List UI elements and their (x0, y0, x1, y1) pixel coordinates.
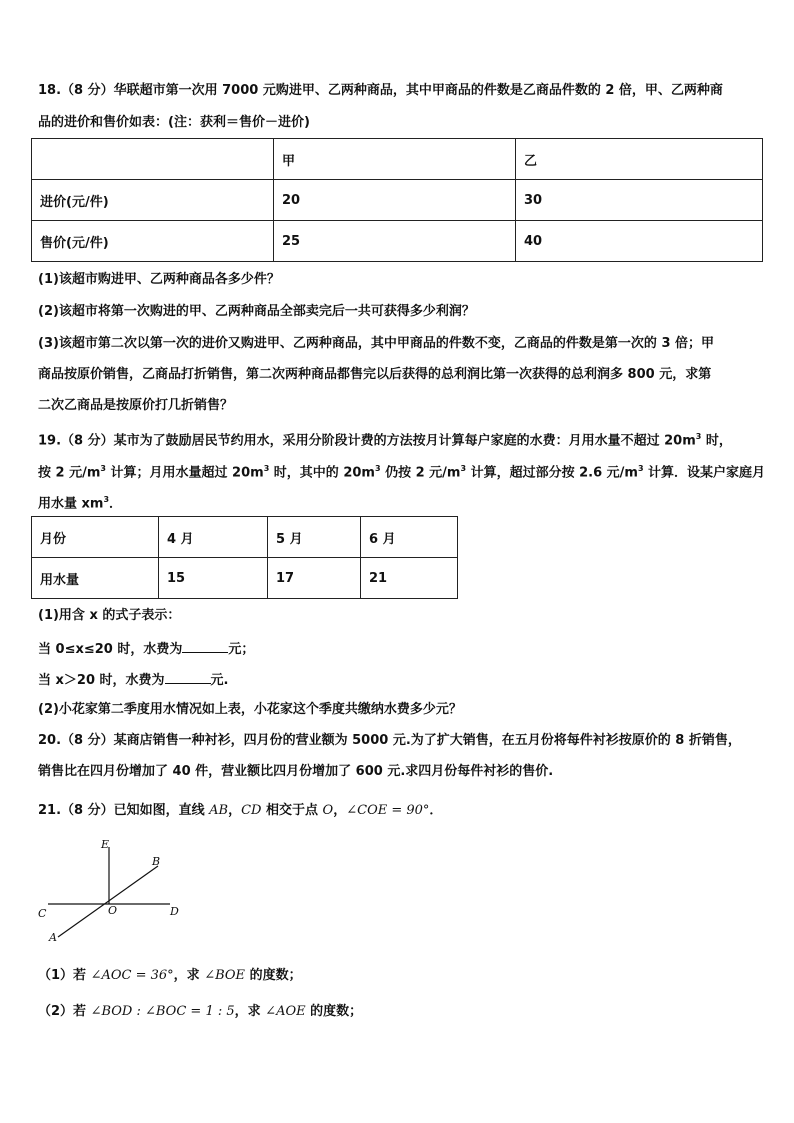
table-row (32, 221, 763, 262)
q19-part1: (1)用含 x 的式子表示： (38, 608, 181, 623)
line-ab (58, 866, 158, 937)
label-a: A (49, 931, 57, 944)
table-cell: 6 月 (361, 517, 458, 558)
q21-figure (30, 835, 200, 945)
table-cell (32, 139, 274, 180)
q19-text-line3: 用水量 $xm^3$． (38, 495, 123, 512)
table-row (32, 517, 458, 558)
q19-text-line1: 19.（8 分）某市为了鼓励居民节约用水，采用分阶段计费的方法按月计算每户家庭的水费：月用水量不超过 $20m^3$ 时， (38, 432, 732, 449)
label-b: B (152, 855, 161, 868)
q20-text-line1: 20.（8 分）某商店销售一种衬衫，四月份的营业额为 5000 元.为了扩大销售，在五月份将每件衬衫按原价的 8 折销售， (38, 733, 741, 748)
table-cell: 17 (268, 558, 361, 599)
q18-part3-line3: 二次乙商品是按原价打几折销售？ (38, 398, 234, 413)
q19-part2: (2)小花家第二季度用水情况如上表，小花家这个季度共缴纳水费多少元？ (38, 702, 462, 717)
q18-text-line2: 品的进价和售价如表：(注：获利＝售价－进价) (38, 115, 310, 130)
table-row (32, 558, 458, 599)
q19-text-line2: 按 2 元$/m^3$ 计算；月用水量超过 $20m^3$ 时，其中的 $20m^3$ 仍按 2 元$/m^3$ 计算，超过部分按 2.6 元$/m^3$ 计算．设某户家庭月 (38, 464, 766, 481)
label-d: D (170, 905, 179, 918)
q18-part3-line1: (3)该超市第二次以第一次的进价又购进甲、乙两种商品，其中甲商品的件数不变，乙商品的件数是第一次的 3 倍；甲 (38, 336, 715, 351)
q18-price-table (31, 138, 763, 262)
table-row (32, 180, 763, 221)
q18-part2: (2)该超市将第一次购进的甲、乙两种商品全部卖完后一共可获得多少利润？ (38, 304, 475, 319)
table-cell: 25 (274, 221, 516, 262)
label-o: O (108, 904, 118, 917)
q19-part1a: 当 0≤x≤20 时，水费为 元； (38, 638, 254, 660)
table-cell: 用水量 (32, 558, 159, 599)
table-cell: 乙 (516, 139, 763, 180)
q18-part1: (1)该超市购进甲、乙两种商品各多少件？ (38, 272, 280, 287)
table-cell: 21 (361, 558, 458, 599)
q19-part1b: 当 x＞20 时，水费为 元. (38, 669, 228, 691)
table-cell: 5 月 (268, 517, 361, 558)
label-c: C (38, 907, 47, 920)
q18-text-line1: 18.（8 分）华联超市第一次用 7000 元购进甲、乙两种商品，其中甲商品的件数是乙商品件数的 2 倍，甲、乙两种商 (38, 83, 723, 98)
table-cell: 月份 (32, 517, 159, 558)
q21-text: 21.（8 分）已知如图，直线 AB，CD 相交于点 O，∠COE = 90°． (38, 803, 443, 818)
table-row (32, 139, 763, 180)
q21-part1: （1）若 ∠AOC = 36°，求 ∠BOE 的度数； (38, 968, 302, 983)
q19-water-table (31, 516, 458, 599)
table-cell: 进价(元/件) (32, 180, 274, 221)
table-cell: 40 (516, 221, 763, 262)
label-e: E (101, 838, 110, 851)
table-cell: 20 (274, 180, 516, 221)
table-cell: 4 月 (159, 517, 268, 558)
answer-blank[interactable] (165, 669, 211, 684)
q20-text-line2: 销售比在四月份增加了 40 件，营业额比四月份增加了 600 元.求四月份每件衬衫的售价. (38, 764, 554, 779)
q18-part3-line2: 商品按原价销售，乙商品打折销售，第二次两种商品都售完以后获得的总利润比第一次获得的总利润多 800 元，求第 (38, 367, 712, 382)
table-cell: 售价(元/件) (32, 221, 274, 262)
answer-blank[interactable] (182, 638, 228, 653)
q21-part2: （2）若 ∠BOD : ∠BOC = 1 : 5，求 ∠AOE 的度数； (38, 1004, 363, 1019)
table-cell: 30 (516, 180, 763, 221)
table-cell: 15 (159, 558, 268, 599)
table-cell: 甲 (274, 139, 516, 180)
